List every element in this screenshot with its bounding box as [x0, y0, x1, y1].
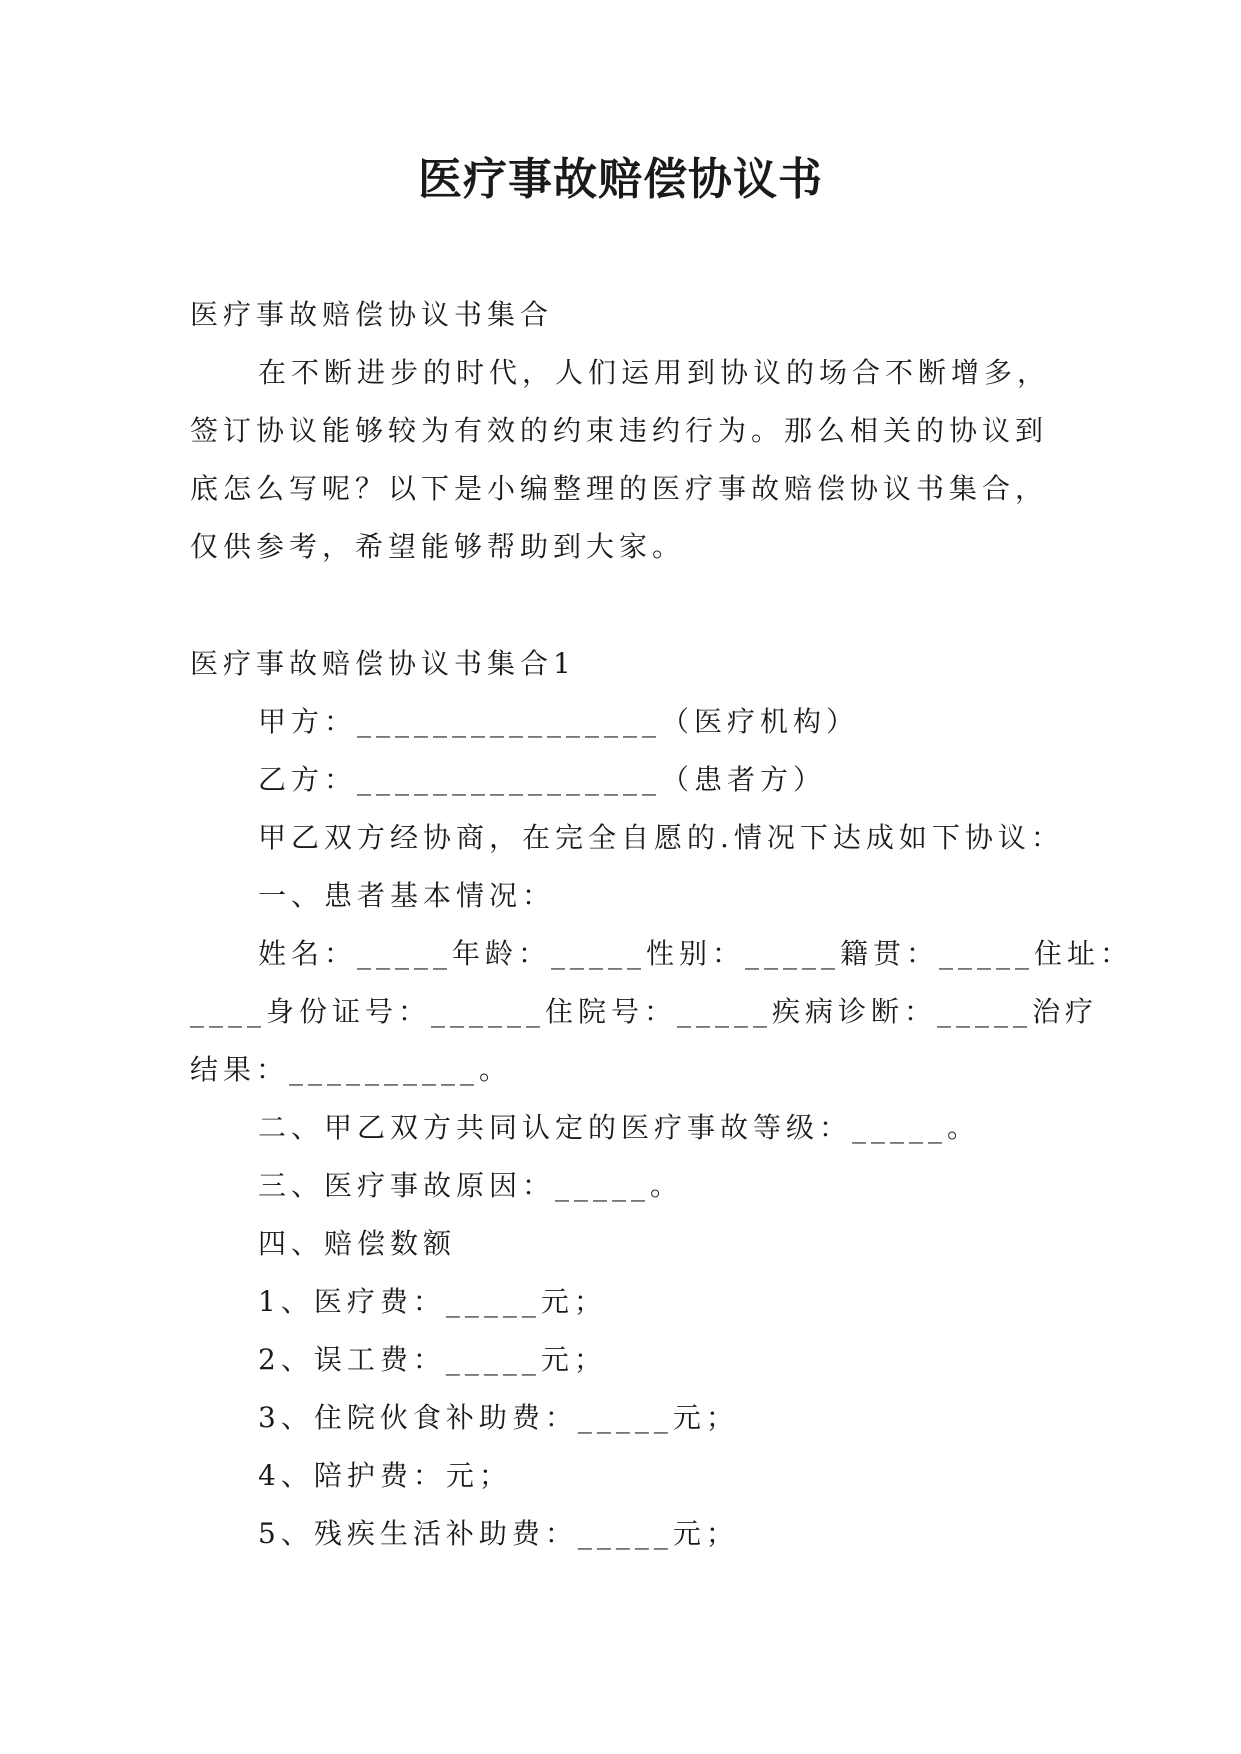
party-a-line: 甲方：________________（医疗机构） — [258, 705, 860, 738]
party-b-line: 乙方：________________（患者方） — [258, 763, 827, 796]
patient-info-line-3: 结果：__________。 — [190, 1053, 513, 1086]
compensation-item-1: 1、医疗费：_____元； — [258, 1285, 607, 1318]
patient-info-line-2: ____身份证号：______住院号：_____疾病诊断：_____治疗 — [190, 995, 1099, 1028]
intro-paragraph-line-3: 底怎么写呢？以下是小编整理的医疗事故赔偿协议书集合， — [190, 472, 1049, 505]
clause-3: 三、医疗事故原因：_____。 — [258, 1169, 684, 1202]
compensation-item-5: 5、残疾生活补助费：_____元； — [258, 1517, 739, 1550]
intro-paragraph-line-1: 在不断进步的时代，人们运用到协议的场合不断增多， — [258, 356, 1051, 389]
agreement-preamble: 甲乙双方经协商，在完全自愿的.情况下达成如下协议： — [258, 821, 1064, 854]
compensation-item-4: 4、陪护费：元； — [258, 1459, 512, 1492]
section-heading-collection: 医疗事故赔偿协议书集合 — [190, 298, 554, 331]
clause-4-heading: 四、赔偿数额 — [258, 1227, 457, 1260]
document-title: 医疗事故赔偿协议书 — [418, 154, 823, 205]
clause-1-heading: 一、患者基本情况： — [258, 879, 556, 912]
clause-2: 二、甲乙双方共同认定的医疗事故等级：_____。 — [258, 1111, 981, 1144]
section-heading-collection-1: 医疗事故赔偿协议书集合1 — [190, 647, 576, 680]
intro-paragraph-line-4: 仅供参考，希望能够帮助到大家。 — [190, 530, 686, 563]
compensation-item-3: 3、住院伙食补助费：_____元； — [258, 1401, 739, 1434]
compensation-item-2: 2、误工费：_____元； — [258, 1343, 607, 1376]
patient-info-line-1: 姓名：_____年龄：_____性别：_____籍贯：_____住址： — [258, 937, 1134, 970]
intro-paragraph-line-2: 签订协议能够较为有效的约束违约行为。那么相关的协议到 — [190, 414, 1049, 447]
